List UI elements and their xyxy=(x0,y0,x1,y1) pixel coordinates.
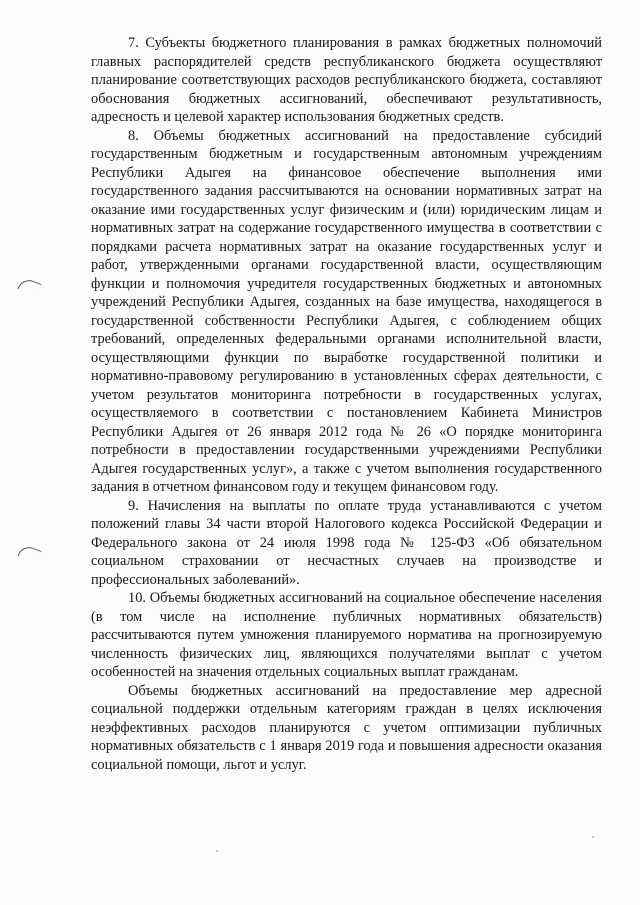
scan-speck xyxy=(216,850,218,852)
paragraph-7: 7. Субъекты бюджетного планирования в рамках бюджетных полномочий главных распорядителей средств республиканского бюджета осуществляют планирование соответствующих расходов республиканского бюджета, составляют обоснования бюджетных ассигнований, обеспечивают результативность, адресность и целевой характер использования бюджетных средств. xyxy=(91,35,602,125)
hole-punch-mark xyxy=(17,277,41,296)
document-body xyxy=(91,34,602,774)
paragraph-10-continuation: Объемы бюджетных ассигнований на предоставление мер адресной социальной поддержки отдельным категориям граждан в целях исключения неэффективных расходов планируются с учетом оптимизации публичных нормативных обязательств с 1 января 2019 года и повышения адресности оказания социальной помощи, льгот и услуг. xyxy=(91,682,602,773)
paragraph-10: 10. Объемы бюджетных ассигнований на социальное обеспечение населения (в том числе на исполнение публичных нормативных обязательств) рассчитываются путем умножения планируемого норматива на прогнозируемую численность физических лиц, являющихся получателями выплат с учетом особенностей на значения отдельных социальных выплат гражданам. xyxy=(91,590,602,680)
scan-speck xyxy=(592,836,594,838)
paragraph-8: 8. Объемы бюджетных ассигнований на предоставление субсидий государственным бюджетным и государственным автономным учреждениям Республики Адыгея на финансовое обеспечение выполнения ими государственного задания рассчитываются на основании нормативных затрат на оказание ими государственных услуг физическим и (или) юридическим лицам и нормативных затрат на содержание государственного имущества в соответствии с порядками расчета нормативных затрат на оказание государственных услуг и работ, утвержденными органами государственной власти, осуществляющим функции и полномочия учредителя государственных бюджетных и автономных учреждений Республики Адыгея, созданных на базе имущества, находящегося в государственной собственности Республики Адыгея, с соблюдением общих требований, определенных федеральными органами исполнительной власти, осуществляющими функции по выработке государственной политики и нормативно-правовому регулированию в установленных сферах деятельности, с учетом результатов мониторинга потребности в государственных услугах, осуществляемого в соответствии с постановлением Кабинета Министров Республики Адыгея от 26 января 2012 года № 26 «О порядке мониторинга потребности в предоставлении государственными учреждениями Республики Адыгея государственных услуг», а также с учетом выполнения государственного задания в отчетном финансовом году и текущем финансовом году. xyxy=(91,127,602,495)
hole-punch-mark xyxy=(17,544,41,563)
paragraph-9: 9. Начисления на выплаты по оплате труда устанавливаются с учетом положений главы 34 части второй Налогового кодекса Российской Федерации и Федерального закона от 24 июля 1998 года № 125-ФЗ «Об обязательном социальном страховании от несчастных случаев на производстве и профессиональных заболеваний». xyxy=(91,497,602,588)
